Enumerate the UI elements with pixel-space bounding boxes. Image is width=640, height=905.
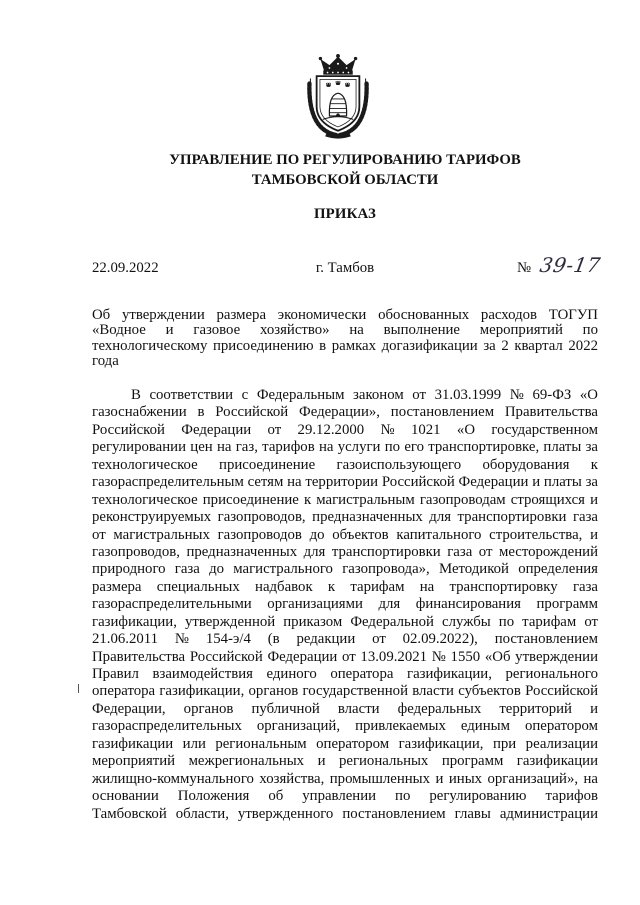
body-line: газораспределительными организациями для финансирования программ <box>92 596 598 613</box>
title-line: технологическому присоединению в рамках догазификации за 2 квартал 2022 <box>92 337 598 354</box>
body-line: технологическое присоединение к магистральным газопроводам строящихся и <box>92 491 598 508</box>
body-line: основании Положения об управлении по регулированию тарифов <box>92 788 598 805</box>
body-line: 21.06.2011 № 154-э/4 (в редакции от 02.09.2022), постановлением <box>92 631 598 648</box>
body-line: мероприятий межрегиональных и региональных программ газификации <box>92 753 598 770</box>
org-name-line-2: ТАМБОВСКОЙ ОБЛАСТИ <box>251 172 439 188</box>
scan-mark <box>78 684 79 693</box>
body-line: газораспределительным сетям на территории Российской Федерации и платы за <box>92 474 598 491</box>
body-line: В соответствии с Федеральным законом от 31.03.1999 № 69-ФЗ «О <box>131 387 598 403</box>
body-line: природного газа до магистрального газопровода», Методикой определения <box>92 561 598 578</box>
document-type-heading: ПРИКАЗ <box>313 206 377 222</box>
body-line: размера специальных надбавок к тарифам на транспортировку газа <box>92 578 598 595</box>
crown-icon <box>319 54 358 75</box>
document-title <box>92 308 598 369</box>
title-line: года <box>92 352 119 369</box>
body-line: технологическое присоединение газоиспользующего оборудования к <box>92 456 598 473</box>
coat-of-arms <box>300 53 376 141</box>
body-line: газопроводов, предназначенных для транспортировки газа от месторождений <box>92 543 598 560</box>
body-line: газификации, утвержденной приказом Федеральной службы по тарифам от <box>92 613 598 630</box>
title-line: «Водное и газовое хозяйство» на выполнение мероприятий по <box>92 322 598 339</box>
title-line: Об утверждении размера экономически обоснованных расходов ТОГУП <box>92 307 598 323</box>
document-city: г. Тамбов <box>315 260 375 276</box>
body-line: Правил взаимодействия единого оператора газификации, регионального <box>92 666 598 682</box>
org-name-line-1: УПРАВЛЕНИЕ ПО РЕГУЛИРОВАНИЮ ТАРИФОВ <box>169 152 521 168</box>
document-body <box>92 387 598 823</box>
body-line: газоснабжении в Российской Федерации», постановлением Правительства <box>92 404 598 421</box>
document-date: 22.09.2022 <box>92 260 159 276</box>
body-line: регулировании цен на газ, тарифов на услуги по его транспортировке, платы за <box>92 439 598 456</box>
date-row <box>0 253 640 285</box>
body-line: от магистральных газопроводов до объектов капитального строительства, и <box>92 526 598 543</box>
body-line: газификации или региональным оператором газификации, при реализации <box>92 735 598 752</box>
body-line: оператора газификации, органов государственной власти субъектов Российской <box>92 683 598 700</box>
document-number-handwritten: 39-17 <box>538 253 603 277</box>
document-number-sign: № <box>517 260 532 276</box>
body-line: Правительства Российской Федерации от 13.09.2021 № 1550 «Об утверждении <box>92 648 598 665</box>
body-line: реконструируемых газопроводов, предназначенных для транспортировки газа <box>92 509 598 526</box>
body-line: жилищно-коммунального хозяйства, промышленных и иных организаций», на <box>92 770 598 787</box>
body-line: газораспределительных организаций, привлекаемых единым оператором <box>92 718 598 735</box>
body-line: Федерации, органов публичной власти федеральных территорий и <box>92 700 598 717</box>
body-line: Тамбовской области, утвержденного постановлением главы администрации <box>92 805 598 822</box>
body-line: Российской Федерации от 29.12.2000 № 1021 «О государственном <box>92 421 598 438</box>
